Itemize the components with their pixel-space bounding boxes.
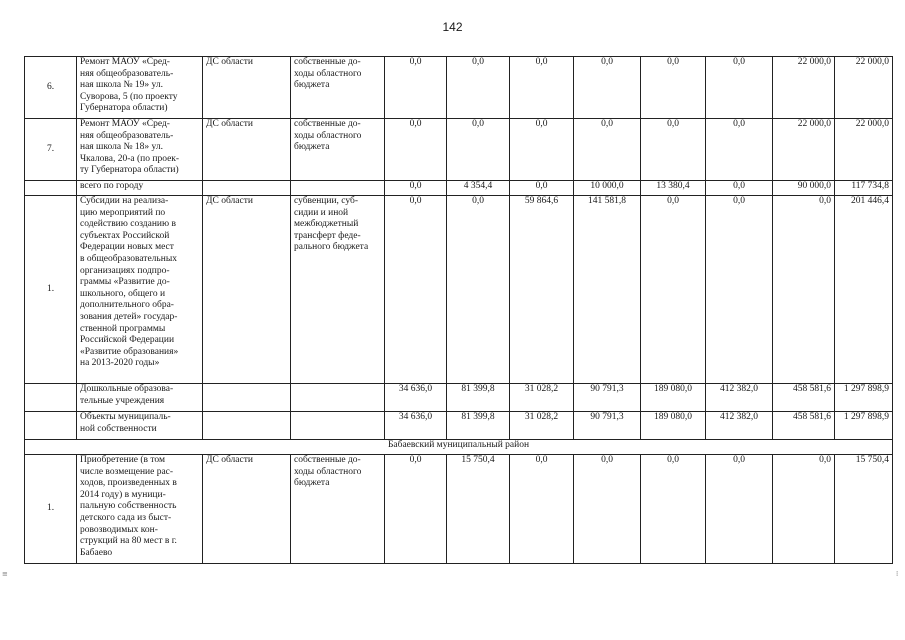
amount-cell: 0,0 xyxy=(641,455,706,564)
amount-cell: 0,0 xyxy=(574,57,641,119)
page-number: 142 xyxy=(442,20,463,34)
amount-cell: 15 750,4 xyxy=(447,455,510,564)
table-row xyxy=(25,384,893,412)
amount-cell: 0,0 xyxy=(447,119,510,181)
amount-cell: 0,0 xyxy=(385,57,447,119)
row-number-cell: 6. xyxy=(25,57,77,119)
recipient-cell: ДС области xyxy=(203,455,291,564)
amount-cell: 0,0 xyxy=(641,196,706,384)
amount-cell: 22 000,0 xyxy=(835,57,893,119)
funding-source-cell: собственные до- ходы областного бюджета xyxy=(291,119,385,181)
amount-cell: 1 297 898,9 xyxy=(835,384,893,412)
amount-cell: 0,0 xyxy=(706,181,773,196)
amount-cell: 412 382,0 xyxy=(706,412,773,440)
amount-cell: 0,0 xyxy=(510,57,574,119)
table-row xyxy=(25,181,893,196)
amount-cell: 0,0 xyxy=(641,57,706,119)
table-row xyxy=(25,119,893,181)
amount-cell: 10 000,0 xyxy=(574,181,641,196)
amount-cell: 0,0 xyxy=(447,196,510,384)
table-body xyxy=(25,57,893,564)
row-number-cell xyxy=(25,181,77,196)
amount-cell: 0,0 xyxy=(706,119,773,181)
amount-cell: 189 080,0 xyxy=(641,412,706,440)
amount-cell: 0,0 xyxy=(773,196,835,384)
amount-cell: 0,0 xyxy=(385,455,447,564)
amount-cell: 15 750,4 xyxy=(835,455,893,564)
recipient-cell xyxy=(203,384,291,412)
amount-cell: 141 581,8 xyxy=(574,196,641,384)
amount-cell: 31 028,2 xyxy=(510,412,574,440)
table-row xyxy=(25,455,893,564)
table-row xyxy=(25,57,893,119)
amount-cell: 31 028,2 xyxy=(510,384,574,412)
funding-source-cell: субвенции, суб- сидии и иной межбюджетный трансферт феде- рального бюджета xyxy=(291,196,385,384)
amount-cell: 0,0 xyxy=(385,196,447,384)
recipient-cell xyxy=(203,181,291,196)
region-row xyxy=(25,440,893,455)
amount-cell: 201 446,4 xyxy=(835,196,893,384)
item-name-cell: Ремонт МАОУ «Сред- няя общеобразователь- ная школа № 19» ул. Суворова, 5 (по проекту Губернатора области) xyxy=(77,57,203,119)
row-number-cell xyxy=(25,384,77,412)
amount-cell: 1 297 898,9 xyxy=(835,412,893,440)
right-margin-mark: ⁞ xyxy=(896,570,899,578)
amount-cell: 34 636,0 xyxy=(385,384,447,412)
amount-cell: 90 000,0 xyxy=(773,181,835,196)
amount-cell: 0,0 xyxy=(385,119,447,181)
left-margin-mark: ≡ xyxy=(2,570,8,578)
amount-cell: 117 734,8 xyxy=(835,181,893,196)
recipient-cell: ДС области xyxy=(203,57,291,119)
amount-cell: 0,0 xyxy=(773,455,835,564)
row-number-cell: 1. xyxy=(25,455,77,564)
amount-cell: 90 791,3 xyxy=(574,384,641,412)
amount-cell: 458 581,6 xyxy=(773,412,835,440)
item-name-cell: всего по городу xyxy=(77,181,203,196)
funding-source-cell xyxy=(291,181,385,196)
amount-cell: 0,0 xyxy=(574,455,641,564)
amount-cell: 0,0 xyxy=(385,181,447,196)
recipient-cell: ДС области xyxy=(203,119,291,181)
recipient-cell xyxy=(203,412,291,440)
row-number-cell xyxy=(25,412,77,440)
row-number-cell: 1. xyxy=(25,196,77,384)
row-number-cell: 7. xyxy=(25,119,77,181)
funding-source-cell xyxy=(291,412,385,440)
amount-cell: 81 399,8 xyxy=(447,384,510,412)
amount-cell: 4 354,4 xyxy=(447,181,510,196)
item-name-cell: Дошкольные образова- тельные учреждения xyxy=(77,384,203,412)
amount-cell: 90 791,3 xyxy=(574,412,641,440)
amount-cell: 13 380,4 xyxy=(641,181,706,196)
amount-cell: 59 864,6 xyxy=(510,196,574,384)
amount-cell: 22 000,0 xyxy=(835,119,893,181)
amount-cell: 34 636,0 xyxy=(385,412,447,440)
amount-cell: 22 000,0 xyxy=(773,57,835,119)
amount-cell: 22 000,0 xyxy=(773,119,835,181)
budget-table xyxy=(24,56,893,564)
amount-cell: 0,0 xyxy=(574,119,641,181)
funding-source-cell xyxy=(291,384,385,412)
amount-cell: 458 581,6 xyxy=(773,384,835,412)
region-title: Бабаевский муниципальный район xyxy=(25,440,893,455)
item-name-cell: Ремонт МАОУ «Сред- няя общеобразователь- ная школа № 18» ул. Чкалова, 20-а (по проек- ту Губернатора области) xyxy=(77,119,203,181)
funding-source-cell: собственные до- ходы областного бюджета xyxy=(291,455,385,564)
item-name-cell: Приобретение (в том числе возмещение рас- ходов, произведенных в 2014 году) в муници- пальную собственность детского сада из быст- ровозводимых кон- струкций на 80 мест в г. Бабаево xyxy=(77,455,203,564)
item-name-cell: Объекты муниципаль- ной собственности xyxy=(77,412,203,440)
amount-cell: 0,0 xyxy=(706,455,773,564)
item-name-cell: Субсидии на реализа- цию мероприятий по содействию созданию в субъектах Российской Федерации новых мест в общеобразовательных организациях подпро- граммы «Развитие до- школьного, общего и дополнительного обра- зования детей» государ- ственной программы Российской Федерации «Развитие образования» на 2013-2020 годы» xyxy=(77,196,203,384)
amount-cell: 0,0 xyxy=(510,119,574,181)
amount-cell: 0,0 xyxy=(510,455,574,564)
amount-cell: 0,0 xyxy=(706,57,773,119)
recipient-cell: ДС области xyxy=(203,196,291,384)
amount-cell: 412 382,0 xyxy=(706,384,773,412)
table-row xyxy=(25,412,893,440)
table-row xyxy=(25,196,893,384)
amount-cell: 189 080,0 xyxy=(641,384,706,412)
amount-cell: 0,0 xyxy=(510,181,574,196)
amount-cell: 0,0 xyxy=(641,119,706,181)
amount-cell: 0,0 xyxy=(447,57,510,119)
amount-cell: 0,0 xyxy=(706,196,773,384)
amount-cell: 81 399,8 xyxy=(447,412,510,440)
funding-source-cell: собственные до- ходы областного бюджета xyxy=(291,57,385,119)
